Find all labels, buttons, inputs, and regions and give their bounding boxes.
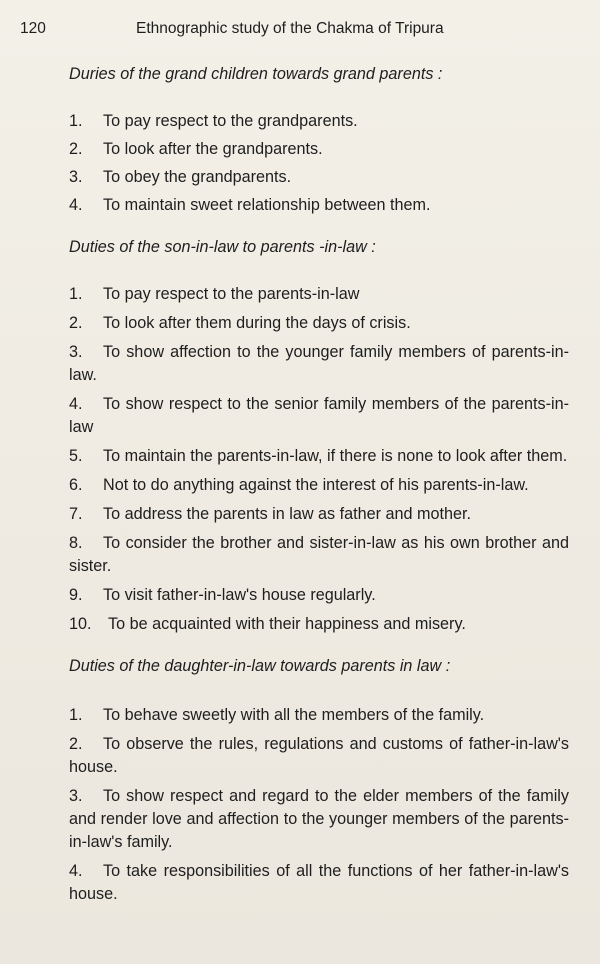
list-item [69,860,569,906]
item-text: To maintain the parents-in-law, if there is none to look after them. [103,447,568,465]
item-number: 2. [69,140,83,158]
item-number: 4. [69,395,83,413]
item-number: 4. [69,862,83,880]
list-item [69,785,569,854]
item-number: 2. [69,314,83,332]
section-heading-daughter-in-law: Duties of the daughter-in-law towards parents in law : [69,657,451,675]
list-item [69,532,569,578]
item-number: 3. [69,343,83,361]
item-text: To consider the brother and sister-in-law as his own brother and sister. [69,534,569,575]
item-text: To look after them during the days of crisis. [103,314,411,332]
list-item [69,584,569,607]
item-text: To take responsibilities of all the functions of her father-in-law's house. [69,862,569,903]
section-heading-grandchildren: Duries of the grand children towards grand parents : [69,65,443,83]
item-text: To obey the grandparents. [103,168,292,186]
item-number: 8. [69,534,83,552]
item-number: 3. [69,168,83,186]
list-item [69,312,569,335]
item-number: 1. [69,706,83,724]
item-text: To observe the rules, regulations and customs of father-in-law's house. [69,735,569,776]
page-body [69,63,569,906]
item-text: To pay respect to the parents-in-law [103,285,360,303]
item-number: 10. [69,615,92,633]
list-item [69,393,569,439]
item-text: To show respect and regard to the elder members of the family and render love and affection to the younger members of the parents-in-law's family. [69,787,569,851]
list-item [69,283,569,306]
item-text: To show affection to the younger family members of parents-in-law. [69,343,569,384]
list-item [69,733,569,779]
item-number: 7. [69,505,83,523]
item-text: To pay respect to the grandparents. [103,112,358,130]
list-item [69,194,569,217]
list-item [69,613,569,636]
item-number: 1. [69,112,83,130]
item-text: To look after the grandparents. [103,140,323,158]
list-item [69,110,569,133]
item-number: 6. [69,476,83,494]
item-number: 3. [69,787,83,805]
item-number: 1. [69,285,83,303]
list-item [69,138,569,161]
item-text: To be acquainted with their happiness and misery. [108,615,466,633]
daughter-in-law-duties-list [69,704,569,906]
item-text: Not to do anything against the interest of his parents-in-law. [103,476,529,494]
page-header [20,20,580,42]
list-item [69,474,569,497]
item-text: To address the parents in law as father and mother. [103,505,472,523]
list-item [69,166,569,189]
item-number: 2. [69,735,83,753]
item-number: 5. [69,447,83,465]
item-text: To show respect to the senior family members of the parents-in-law [69,395,569,436]
list-item [69,341,569,387]
grandchildren-duties-list [69,110,569,217]
item-text: To visit father-in-law's house regularly. [103,586,376,604]
list-item [69,445,569,468]
list-item [69,704,569,727]
page-number: 120 [20,20,46,37]
son-in-law-duties-list [69,283,569,636]
item-number: 9. [69,586,83,604]
item-text: To maintain sweet relationship between them. [103,196,431,214]
section-heading-son-in-law: Duties of the son-in-law to parents -in-law : [69,238,376,256]
list-item [69,503,569,526]
item-number: 4. [69,196,83,214]
running-title: Ethnographic study of the Chakma of Tripura [136,20,444,37]
item-text: To behave sweetly with all the members of the family. [103,706,485,724]
